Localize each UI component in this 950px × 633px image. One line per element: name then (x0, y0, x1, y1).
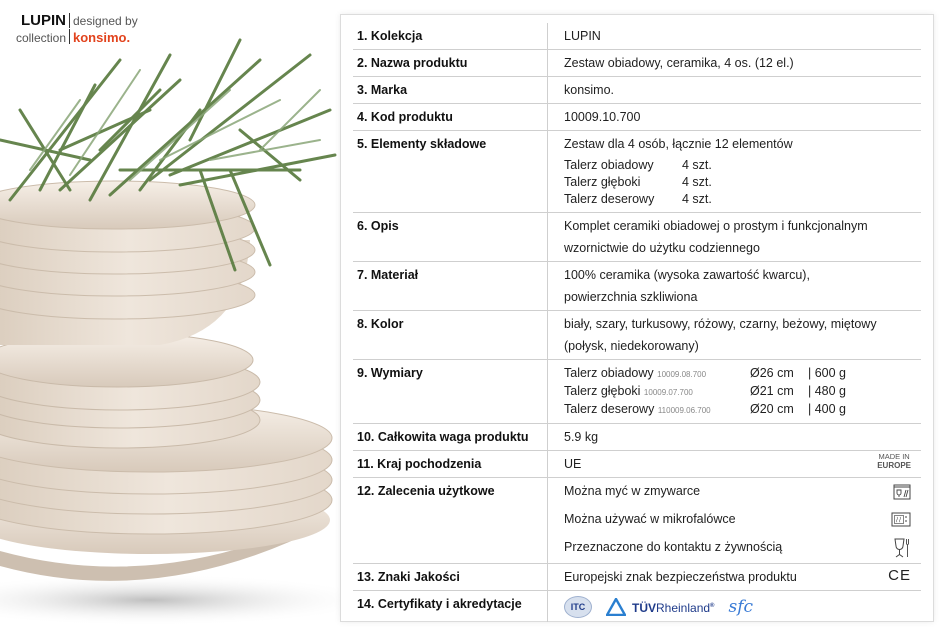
spec-label: 1. Kolekcja (353, 23, 548, 50)
ce-mark-icon: CE (888, 567, 911, 584)
usage-item (564, 511, 921, 539)
spec-value: konsimo. (548, 77, 922, 104)
dim-diameter: Ø21 cm (750, 384, 794, 398)
spec-label: 9. Wymiary (353, 360, 548, 424)
dim-name: Talerz obiadowy (564, 366, 654, 380)
spec-table (353, 23, 921, 622)
spec-row-total-weight (353, 424, 921, 451)
usage-text: Przeznaczone do kontaktu z żywnością (564, 540, 783, 554)
spec-label: 13. Znaki Jakości (353, 564, 548, 591)
spec-label: 6. Opis (353, 213, 548, 262)
microwave-icon (891, 512, 911, 528)
dim-weight: | 480 g (808, 384, 847, 398)
origin-value: UE (564, 457, 582, 471)
description-line-1: Komplet ceramiki obiadowej o prostym i funkcjonalnym (564, 219, 868, 233)
spec-value: 10009.10.700 (548, 104, 922, 131)
dim-diameter: Ø26 cm (750, 366, 794, 380)
spec-value (548, 564, 922, 591)
tuv-text (632, 598, 714, 617)
spec-value: Zestaw obiadowy, ceramika, 4 os. (12 el.) (548, 50, 922, 77)
spec-value: LUPIN (548, 23, 922, 50)
maker-name: konsimo. (73, 30, 131, 45)
dim-weight: | 600 g (808, 366, 847, 380)
usage-text: Można używać w mikrofalówce (564, 512, 736, 526)
itc-logo-icon (564, 596, 592, 618)
sfc-logo-icon (728, 596, 754, 617)
dim-item (564, 365, 750, 383)
spec-label: 3. Marka (353, 77, 548, 104)
spec-row-certificates (353, 591, 921, 623)
spec-row-product-code (353, 104, 921, 131)
product-photo (0, 0, 345, 633)
made-in-europe-icon (877, 452, 911, 470)
spec-label: 10. Całkowita waga produktu (353, 424, 548, 451)
plates-and-rosemary-illustration (0, 0, 345, 633)
quality-text: Europejski znak bezpieczeństwa produktu (564, 570, 797, 584)
material-line-2: powierzchnia szkliwiona (564, 290, 698, 304)
itc-text: ITC (570, 601, 586, 612)
food-safe-icon (893, 538, 911, 558)
badge-line-1: MADE IN (878, 452, 910, 461)
spec-value (548, 591, 922, 623)
spec-value (548, 262, 922, 311)
spec-value (548, 451, 922, 478)
tuv-reg: ® (710, 602, 715, 609)
spec-label: 12. Zalecenia użytkowe (353, 478, 548, 564)
dishwasher-icon (893, 484, 911, 500)
spec-row-quality-marks (353, 564, 921, 591)
spec-value (548, 478, 922, 564)
spec-label: 5. Elementy składowe (353, 131, 548, 213)
spec-row-description (353, 213, 921, 262)
dimensions-grid (564, 365, 921, 419)
designed-by-text: designed by (73, 14, 138, 28)
tuv-triangle-icon (606, 598, 626, 616)
component-name: Talerz głęboki (564, 175, 641, 189)
spec-label: 2. Nazwa produktu (353, 50, 548, 77)
sfc-text: sfc (728, 596, 754, 617)
spec-panel (340, 14, 934, 622)
spec-value: 5.9 kg (548, 424, 922, 451)
tuv-logo (606, 598, 714, 617)
dim-name: Talerz głęboki (564, 384, 641, 398)
collection-name: LUPIN (14, 13, 70, 28)
dim-name: Talerz deserowy (564, 402, 655, 416)
spec-row-color (353, 311, 921, 360)
components-summary: Zestaw dla 4 osób, łącznie 12 elementów (564, 137, 793, 151)
color-line-1: biały, szary, turkusowy, różowy, czarny, beżowy, miętowy (564, 317, 877, 331)
dim-weight: | 400 g (808, 402, 847, 416)
badge-line-2: EUROPE (877, 461, 911, 470)
dim-item (564, 401, 750, 419)
tuv-rest: Rheinland (656, 600, 711, 615)
color-line-2: (połysk, niedekorowany) (564, 339, 699, 353)
spec-value (548, 131, 922, 213)
spec-label: 8. Kolor (353, 311, 548, 360)
dim-code: 110009.06.700 (657, 406, 711, 415)
dim-code: 10009.07.700 (643, 388, 693, 397)
dim-item (564, 383, 750, 401)
tuv-bold: TÜV (632, 600, 656, 615)
component-name: Talerz deserowy (564, 192, 655, 206)
spec-row-material (353, 262, 921, 311)
spec-row-origin (353, 451, 921, 478)
brand-logo (14, 13, 138, 44)
components-list (564, 157, 921, 208)
component-name: Talerz obiadowy (564, 158, 654, 172)
usage-item (564, 539, 921, 559)
dim-code: 10009.08.700 (657, 370, 707, 379)
spec-label: 7. Materiał (353, 262, 548, 311)
spec-value (548, 311, 922, 360)
spec-row-usage (353, 478, 921, 564)
dim-diameter: Ø20 cm (750, 402, 794, 416)
component-qty: 4 szt. (682, 175, 712, 189)
usage-text: Można myć w zmywarce (564, 484, 701, 498)
spec-row-product-name (353, 50, 921, 77)
spec-row-brand (353, 77, 921, 104)
certificate-logos (564, 596, 921, 618)
spec-label: 11. Kraj pochodzenia (353, 451, 548, 478)
description-line-2: wzornictwie do użytku codziennego (564, 241, 760, 255)
spec-row-collection (353, 23, 921, 50)
collection-word: collection (14, 29, 70, 44)
spec-label: 14. Certyfikaty i akredytacje (353, 591, 548, 623)
usage-item (564, 483, 921, 511)
component-qty: 4 szt. (682, 192, 712, 206)
spec-label: 4. Kod produktu (353, 104, 548, 131)
material-line-1: 100% ceramika (wysoka zawartość kwarcu), (564, 268, 810, 282)
spec-value (548, 213, 922, 262)
component-qty: 4 szt. (682, 158, 712, 172)
spec-row-dimensions (353, 360, 921, 424)
spec-value (548, 360, 922, 424)
spec-row-components (353, 131, 921, 213)
